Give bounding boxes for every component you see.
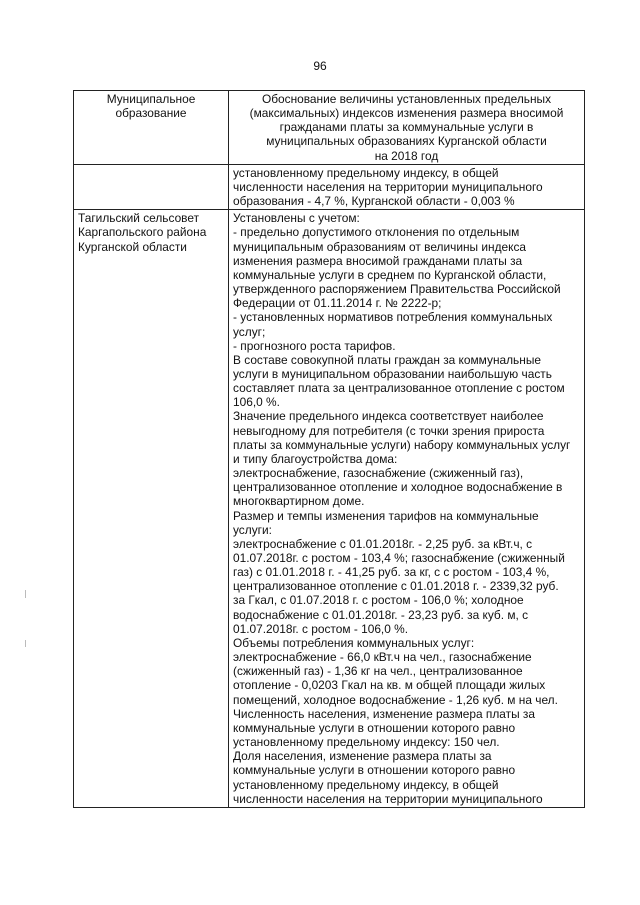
table-header-row [74, 91, 585, 165]
justification-line: помещений, холодное водоснабжение - 1,26 куб. м на чел. [233, 692, 558, 707]
justification-line: муниципальным образованиям от величины индекса [233, 239, 527, 254]
continuation-justification-cell: установленному предельному индексу, в общей численности населения на территории муниципального образования - 4,7 %, Курганской области - 0,003 % [229, 164, 585, 209]
justification-line: отопление - 0,0203 Гкал на кв. м общей площади жилых [233, 678, 546, 693]
justification-line: 01.07.2018г. с ростом - 106,0 %. [233, 621, 409, 636]
justification-line: Федерации от 01.11.2014 г. № 2222-р; [233, 296, 442, 311]
justification-line: коммунальные услуги в отношении которого равно [233, 720, 516, 735]
justification-line: 01.07.2018г. с ростом - 103,4 %; газоснабжение (сжиженный [233, 551, 565, 565]
continuation-municipality-cell [74, 164, 229, 209]
header-justification: Обоснование величины установленных предельных (максимальных) индексов изменения размера вносимой гражданами платы за коммунальные услуги в муниципальных образованиях Курганской области на 2018 год [229, 91, 585, 165]
justification-line: многоквартирном доме. [233, 494, 365, 509]
justification-line: за Гкал, с 01.07.2018 г. с ростом - 106,0 %; холодное [233, 593, 524, 608]
table-row-tagilsky [74, 210, 585, 808]
justification-line: газ) с 01.01.2018 г. - 41,25 руб. за кг, с с ростом - 103,4 %, [233, 565, 550, 580]
justification-line: электроснабжение - 66,0 кВт.ч на чел., газоснабжение [233, 650, 532, 665]
margin-mark [25, 640, 26, 647]
justification-line: - предельно допустимого отклонения по отдельным [233, 225, 520, 240]
justification-line: услуги: [233, 522, 272, 537]
justification-line: 106,0 %. [233, 395, 280, 410]
page-number: 96 [313, 59, 327, 73]
justification-line: Объемы потребления коммунальных услуг: [233, 635, 475, 650]
justification-line: централизованное отопление и холодное водоснабжение в [233, 480, 563, 495]
justification-line: утвержденного распоряжением Правительства Российской [233, 282, 561, 297]
municipality-cell: Тагильский сельсовет Каргапольского района Курганской области [74, 210, 229, 808]
justification-line: Численность населения, изменение размера платы за [233, 706, 535, 721]
justification-line: В составе совокупной платы граждан за коммунальные [233, 352, 541, 367]
justification-line: численности населения на территории муниципального [233, 791, 543, 806]
justification-line: - установленных нормативов потребления коммунальных [233, 310, 553, 325]
justification-line: электроснабжение, газоснабжение (сжиженный газ), [233, 466, 524, 481]
justification-line: невыгодному для потребителя (с точки зрения прироста [233, 423, 545, 438]
justification-line: платы за коммунальные услуги) набору коммунальных услуг [233, 437, 571, 452]
justification-line: электроснабжение с 01.01.2018г. - 2,25 руб. за кВт.ч, с [233, 536, 533, 551]
justification-line: установленному предельному индексу: 150 чел. [233, 735, 500, 750]
justification-line: коммунальные услуги в среднем по Курганской области, [233, 267, 547, 282]
justification-line: централизованное отопление с 01.01.2018 г. - 2339,32 руб. [233, 579, 559, 594]
justification-line: услуги в муниципальном образовании наибольшую часть [233, 366, 552, 381]
justification-cell [229, 210, 585, 808]
justification-line: Значение предельного индекса соответствует наиболее [233, 409, 544, 424]
justification-line: составляет плата за централизованное отопление с ростом [233, 381, 565, 396]
header-municipality: Муниципальное образование [74, 91, 229, 165]
justification-line: Доля населения, изменение размера платы за [233, 749, 492, 764]
justification-line: Размер и темпы изменения тарифов на коммунальные [233, 508, 539, 523]
justification-line: (сжиженный газ) - 1,36 кг на чел., централизованное [233, 664, 523, 679]
tariff-index-table [73, 90, 585, 808]
margin-mark [25, 590, 26, 598]
justification-line: установленному предельному индексу, в общей [233, 777, 499, 792]
justification-line: - прогнозного роста тарифов. [233, 338, 396, 353]
justification-line: коммунальные услуги в отношении которого равно [233, 763, 516, 778]
justification-line: изменения размера вносимой гражданами платы за [233, 253, 523, 268]
justification-line: и типу благоустройства дома: [233, 451, 398, 466]
table-row-continuation [74, 164, 585, 209]
justification-line: услуг; [233, 324, 266, 339]
justification-line: водоснабжение с 01.01.2018г. - 23,23 руб. за куб. м, с [233, 607, 529, 622]
justification-line: Установлены с учетом: [233, 211, 360, 226]
